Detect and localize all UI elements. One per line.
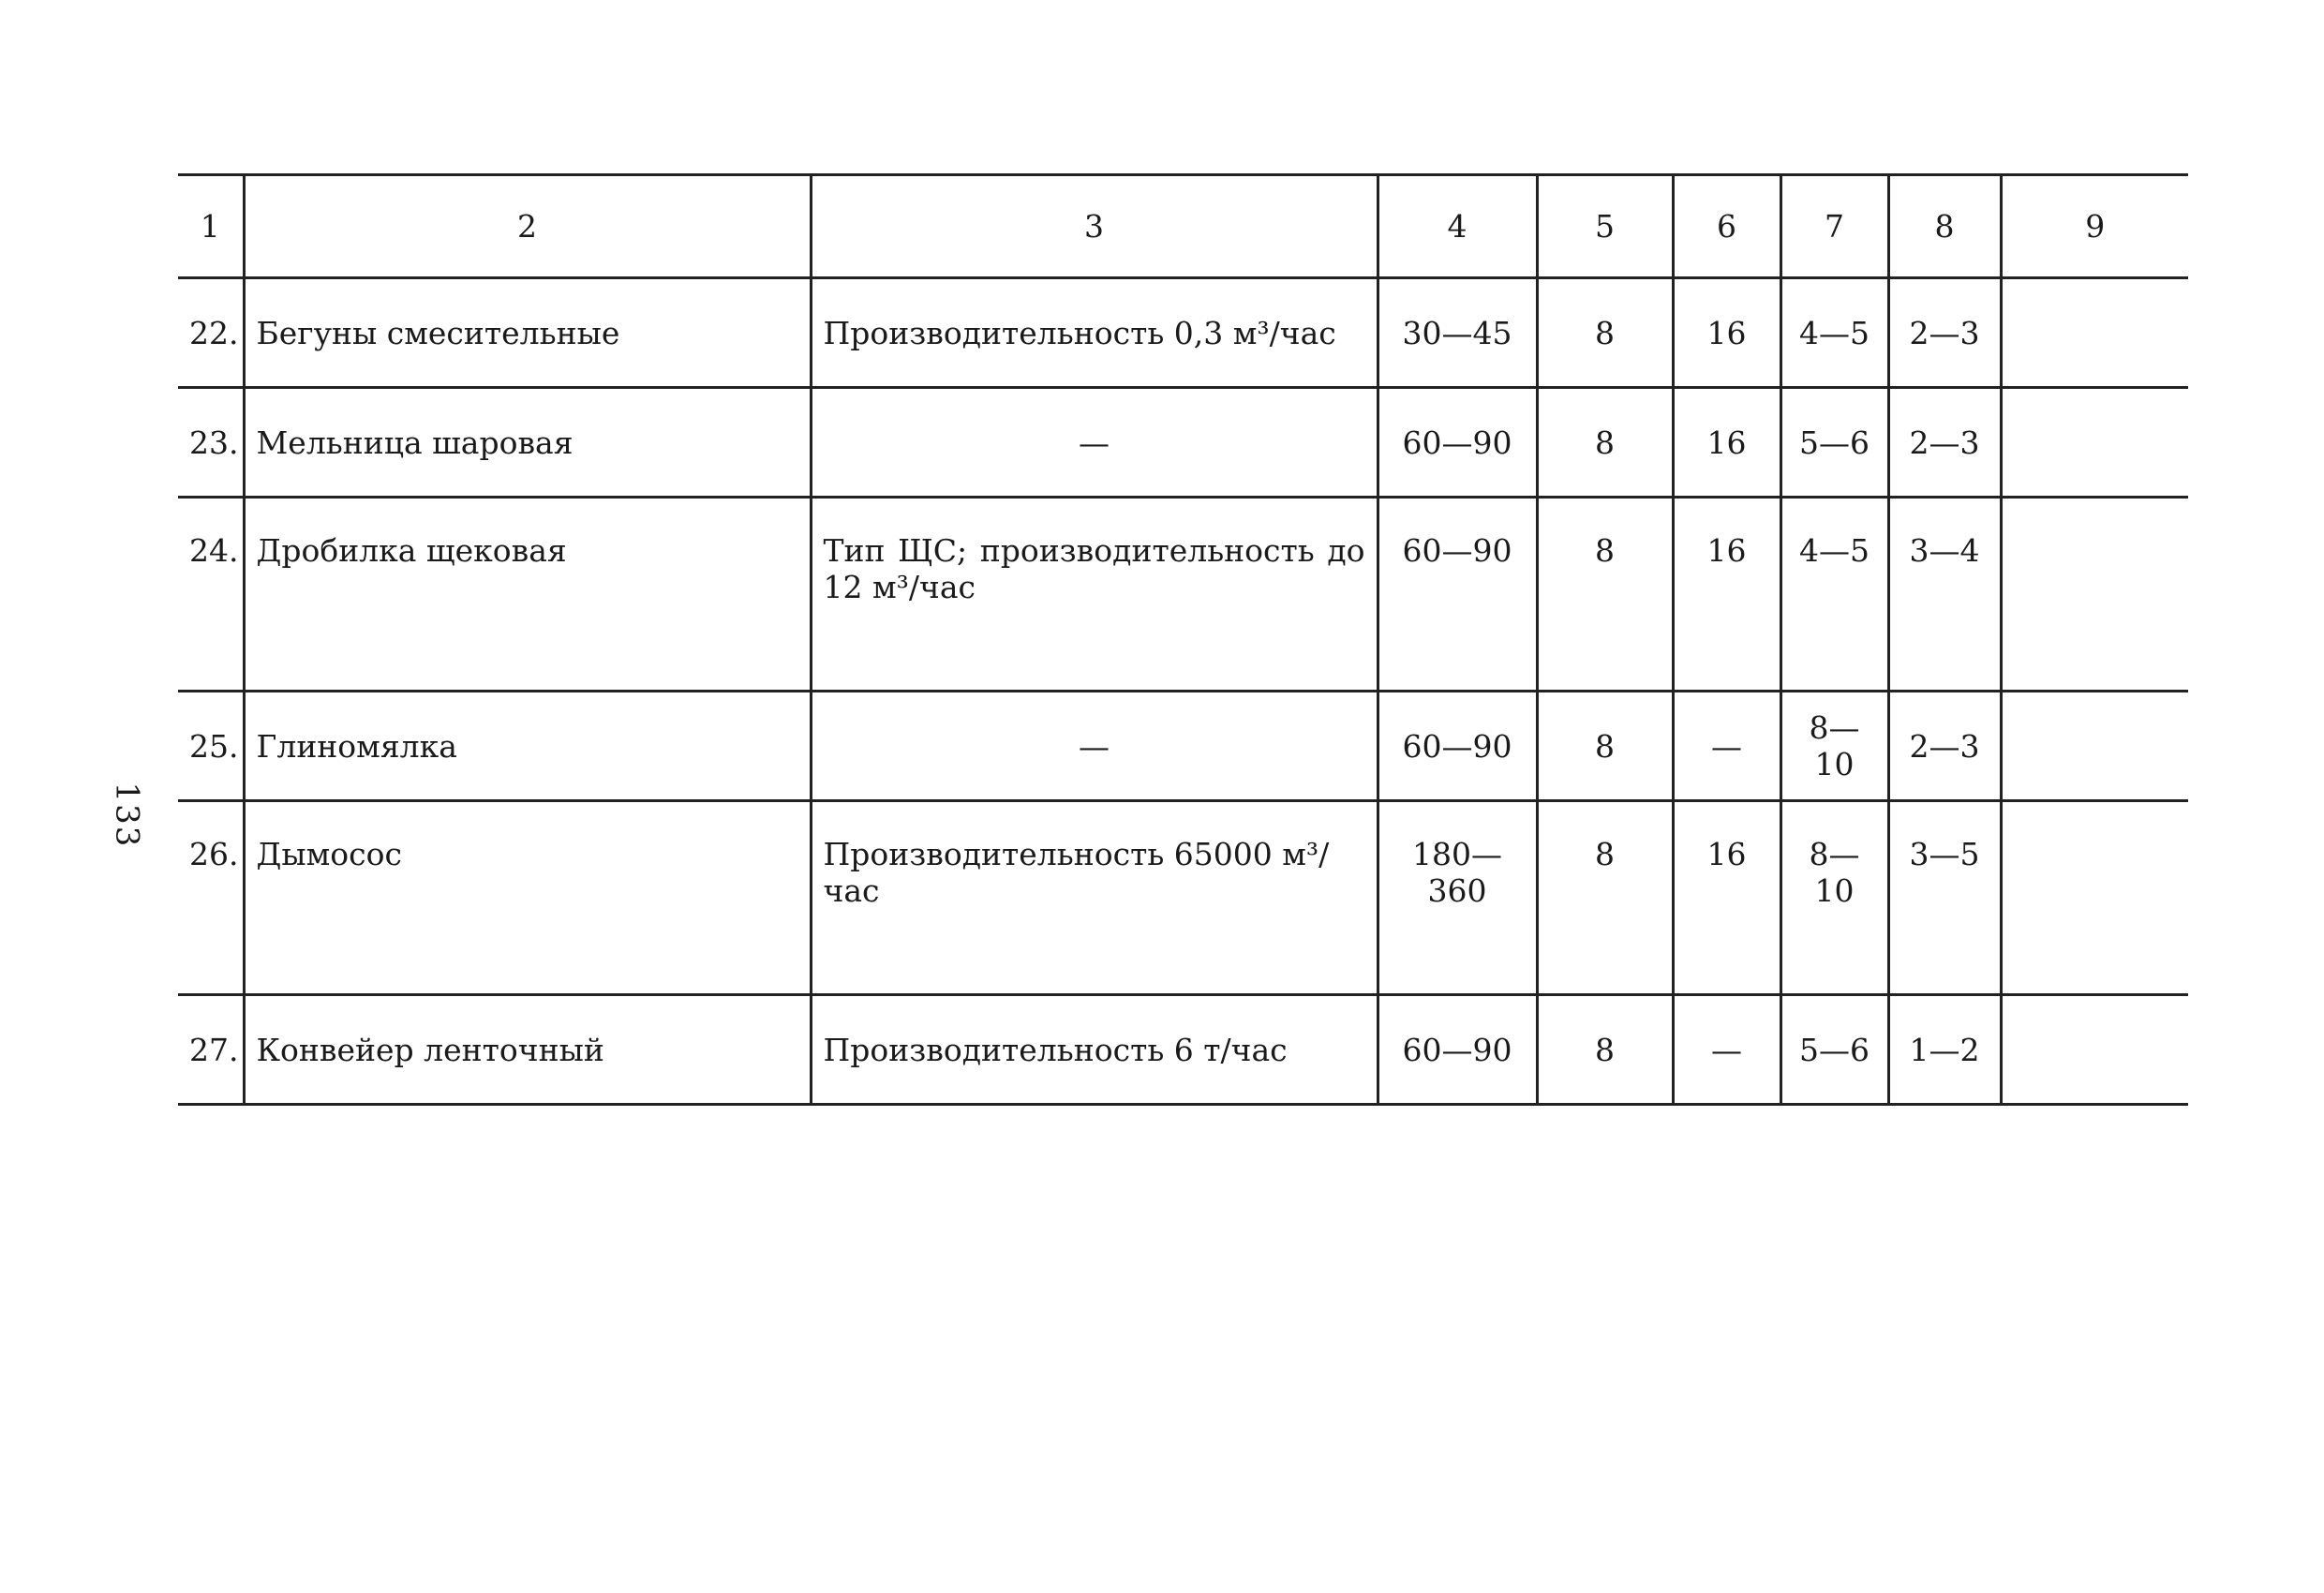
cell-col-6: —: [1673, 995, 1780, 1105]
column-header: 5: [1537, 175, 1673, 278]
column-header: 1: [200, 208, 220, 245]
equipment-description: —: [811, 388, 1378, 498]
row-number: 25.: [189, 727, 239, 765]
cell-col-7: 5—6: [1780, 388, 1888, 498]
equipment-name: Бегуны смесительные: [244, 278, 811, 388]
cell-col-6: 16: [1673, 278, 1780, 388]
row-number: 27.: [189, 1031, 239, 1068]
equipment-description: Производительность 0,3 м³/час: [811, 278, 1378, 388]
cell-col-7: 5—6: [1780, 995, 1888, 1105]
cell-col-7: 4—5: [1780, 278, 1888, 388]
cell-col-8: 1—2: [1888, 995, 2001, 1105]
cell-col-4: 60—90: [1378, 995, 1537, 1105]
cell-col-8: 2—3: [1888, 692, 2001, 801]
row-number: 26.: [189, 836, 239, 872]
cell-col-5: 8: [1537, 388, 1673, 498]
table-row: [178, 692, 2188, 801]
cell-col-9: [2001, 801, 2188, 995]
cell-col-9: [2001, 995, 2188, 1105]
cell-col-8: 2—3: [1888, 388, 2001, 498]
cell-col-8: 3—4: [1888, 498, 2001, 692]
equipment-description: —: [811, 692, 1378, 801]
column-header: 7: [1780, 175, 1888, 278]
cell-col-4: 60—90: [1378, 692, 1537, 801]
column-header: 9: [2001, 175, 2188, 278]
cell-col-9: [2001, 278, 2188, 388]
table-row: [178, 278, 2188, 388]
cell-col-5: 8: [1537, 498, 1673, 692]
cell-col-4: 60—90: [1378, 388, 1537, 498]
table-row: [178, 498, 2188, 692]
table-row: [178, 388, 2188, 498]
equipment-description: Производительность 65000 м³/час: [811, 801, 1378, 995]
cell-col-7: 4—5: [1780, 498, 1888, 692]
column-header: 2: [244, 175, 811, 278]
equipment-name: Глиномялка: [244, 692, 811, 801]
row-number: 23.: [189, 424, 239, 461]
page-number: 133: [108, 782, 146, 849]
cell-col-5: 8: [1537, 692, 1673, 801]
column-header: 3: [811, 175, 1378, 278]
row-number: 22.: [189, 314, 239, 351]
equipment-name: Дымосос: [244, 801, 811, 995]
header-row: [178, 175, 2188, 278]
equipment-description: Тип ЩС; производительность до 12 м³/час: [811, 498, 1378, 692]
cell-col-4: 30—45: [1378, 278, 1537, 388]
equipment-name: Конвейер ленточный: [244, 995, 811, 1105]
column-header: 4: [1378, 175, 1537, 278]
cell-col-7: 8—10: [1780, 801, 1888, 995]
equipment-table: [178, 173, 2188, 1106]
cell-col-9: [2001, 388, 2188, 498]
table-row: [178, 801, 2188, 995]
column-header: 6: [1673, 175, 1780, 278]
equipment-name: Мельница шаровая: [244, 388, 811, 498]
table-row: [178, 995, 2188, 1105]
cell-col-6: 16: [1673, 801, 1780, 995]
column-header: 8: [1888, 175, 2001, 278]
cell-col-9: [2001, 692, 2188, 801]
cell-col-7: 8—10: [1780, 692, 1888, 801]
cell-col-8: 2—3: [1888, 278, 2001, 388]
cell-col-4: 60—90: [1378, 498, 1537, 692]
cell-col-9: [2001, 498, 2188, 692]
cell-col-5: 8: [1537, 995, 1673, 1105]
cell-col-4: 180—360: [1378, 801, 1537, 995]
cell-col-6: 16: [1673, 388, 1780, 498]
cell-col-5: 8: [1537, 278, 1673, 388]
cell-col-5: 8: [1537, 801, 1673, 995]
cell-col-8: 3—5: [1888, 801, 2001, 995]
equipment-name: Дробилка щековая: [244, 498, 811, 692]
cell-col-6: 16: [1673, 498, 1780, 692]
equipment-description: Производительность 6 т/час: [811, 995, 1378, 1105]
cell-col-6: —: [1673, 692, 1780, 801]
row-number: 24.: [189, 532, 239, 569]
